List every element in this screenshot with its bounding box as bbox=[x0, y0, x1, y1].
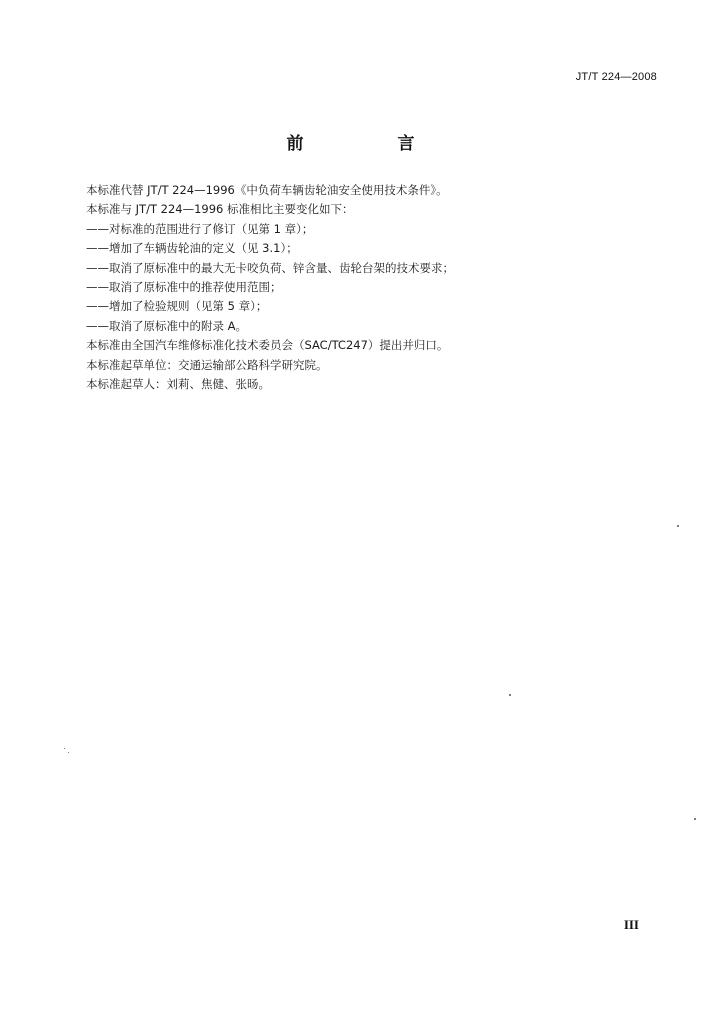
change-item: ——增加了检验规则（见第 5 章）； bbox=[86, 299, 268, 314]
scan-speck bbox=[694, 818, 696, 820]
foreword-body bbox=[86, 181, 646, 394]
body-line: 本标准代替 JT/T 224—1996《中负荷车辆齿轮油安全使用技术条件》。 bbox=[86, 183, 448, 197]
body-line: 本标准与 JT/T 224—1996 标准相比主要变化如下： bbox=[86, 202, 354, 217]
scan-speck bbox=[509, 694, 511, 696]
change-item: ——取消了原标准中的最大无卡咬负荷、锌含量、齿轮台架的技术要求； bbox=[86, 260, 454, 275]
body-line: 本标准起草单位：交通运输部公路科学研究院。 bbox=[86, 357, 328, 372]
page-title: 前 言 bbox=[286, 134, 459, 154]
page-number: III bbox=[623, 917, 639, 932]
body-line: 本标准起草人：刘莉、焦健、张旸。 bbox=[86, 376, 270, 391]
standard-number: JT/T 224—2008 bbox=[575, 71, 657, 83]
scan-speck bbox=[677, 525, 679, 527]
change-item: ——取消了原标准中的推荐使用范围； bbox=[86, 279, 282, 294]
change-item: ——取消了原标准中的附录 A。 bbox=[86, 318, 248, 333]
scan-speck bbox=[68, 752, 69, 753]
scan-speck bbox=[64, 748, 65, 749]
body-line: 本标准由全国汽车维修标准化技术委员会（SAC/TC247）提出并归口。 bbox=[86, 338, 449, 353]
change-item: ——增加了车辆齿轮油的定义（见 3.1）； bbox=[86, 241, 298, 256]
change-item: ——对标准的范围进行了修订（见第 1 章）； bbox=[86, 221, 314, 236]
